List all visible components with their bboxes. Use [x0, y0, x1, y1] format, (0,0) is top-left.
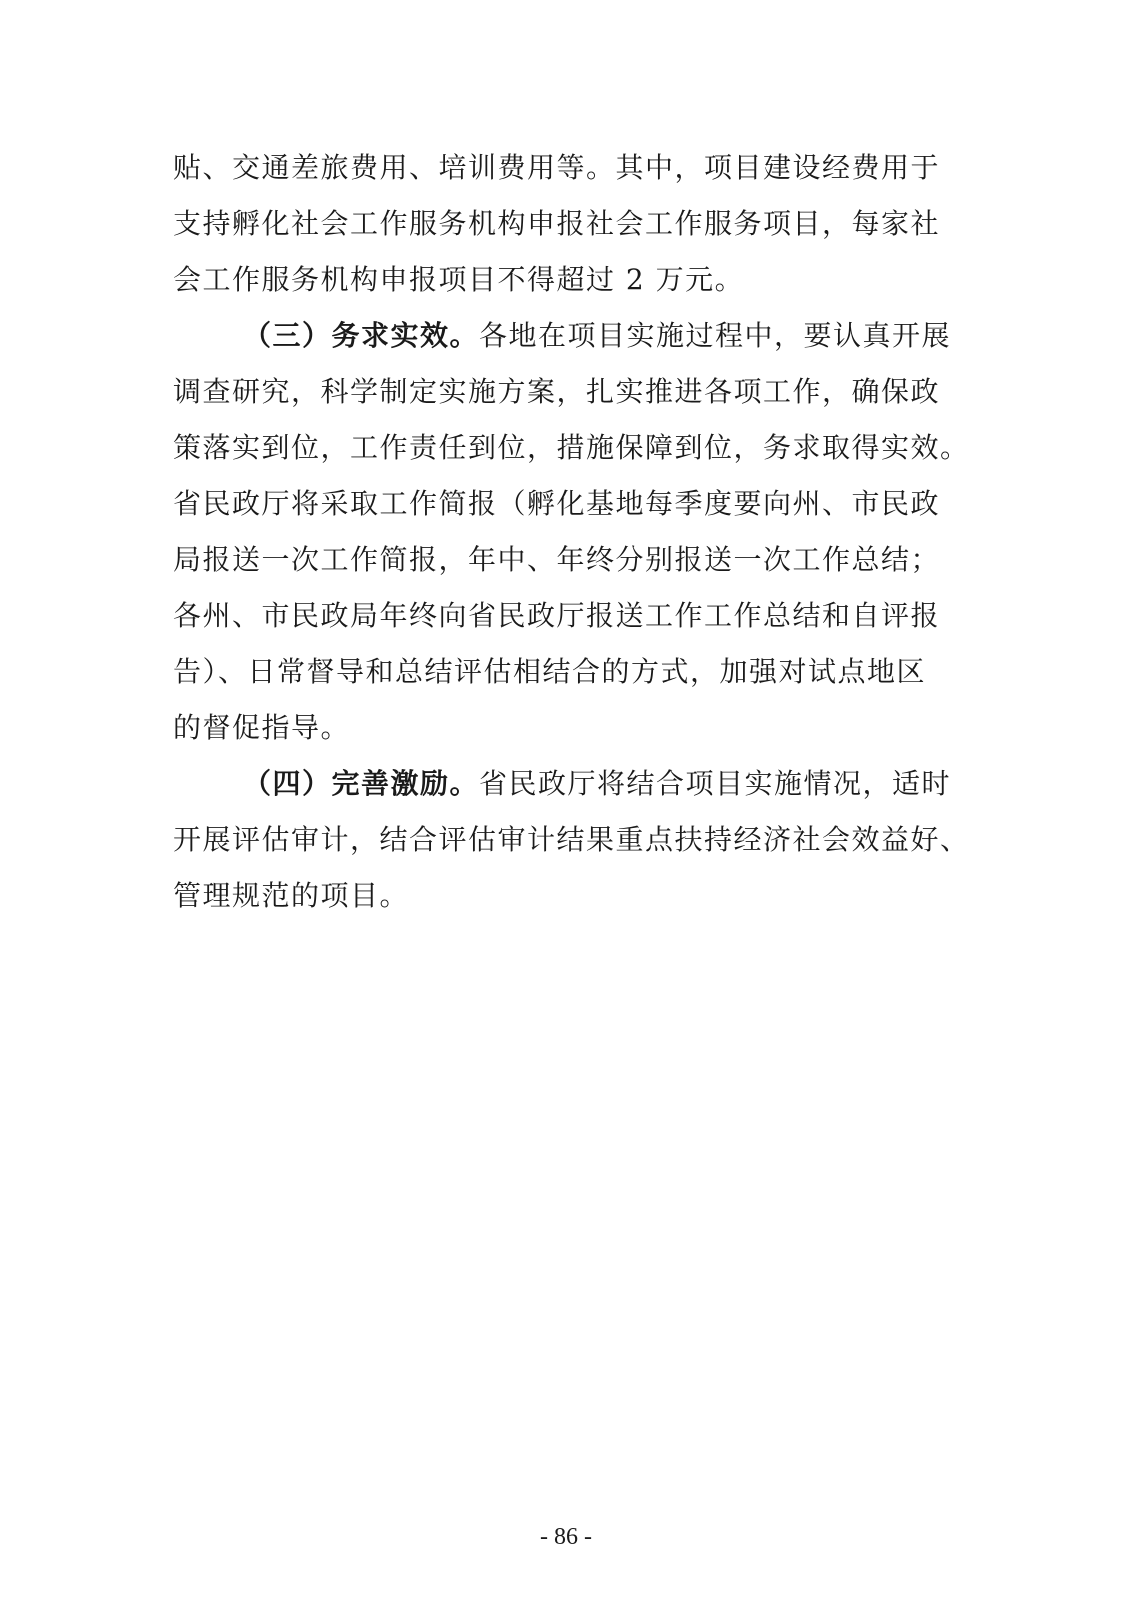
section-heading-4: （四）完善激励。 — [243, 767, 480, 800]
section-heading-3: （三）务求实效。 — [243, 319, 480, 352]
paragraph-3-first-line — [243, 766, 963, 802]
paragraph-1-line-2: 支持孵化社会工作服务机构申报社会工作服务项目，每家社 — [173, 207, 941, 240]
paragraph-2-first-line — [243, 318, 963, 354]
paragraph-2-line-2: 调查研究，科学制定实施方案，扎实推进各项工作，确保政 — [173, 375, 941, 408]
paragraph-3-line-3: 管理规范的项目。 — [173, 879, 410, 912]
paragraph-2-first-line-text: 各地在项目实施过程中，要认真开展 — [479, 319, 952, 352]
paragraph-1-line-1: 贴、交通差旅费用、培训费用等。其中，项目建设经费用于 — [173, 151, 941, 184]
paragraph-2-line-4: 省民政厅将采取工作简报（孵化基地每季度要向州、市民政 — [173, 487, 941, 520]
paragraph-2-line-5: 局报送一次工作简报，年中、年终分别报送一次工作总结； — [173, 543, 941, 576]
paragraph-2-line-8: 的督促指导。 — [173, 711, 351, 744]
paragraph-2-line-6: 各州、市民政局年终向省民政厅报送工作工作总结和自评报 — [173, 599, 941, 632]
paragraph-3-first-line-text: 省民政厅将结合项目实施情况，适时 — [479, 767, 952, 800]
paragraph-2-line-3: 策落实到位，工作责任到位，措施保障到位，务求取得实效。 — [173, 431, 970, 464]
paragraph-3-line-2: 开展评估审计，结合评估审计结果重点扶持经济社会效益好、 — [173, 823, 970, 856]
paragraph-1-line-3: 会工作服务机构申报项目不得超过 2 万元。 — [173, 263, 745, 296]
paragraph-2-line-7: 告）、日常督导和总结评估相结合的方式，加强对试点地区 — [173, 655, 927, 688]
page-number: - 86 - — [540, 1524, 592, 1550]
